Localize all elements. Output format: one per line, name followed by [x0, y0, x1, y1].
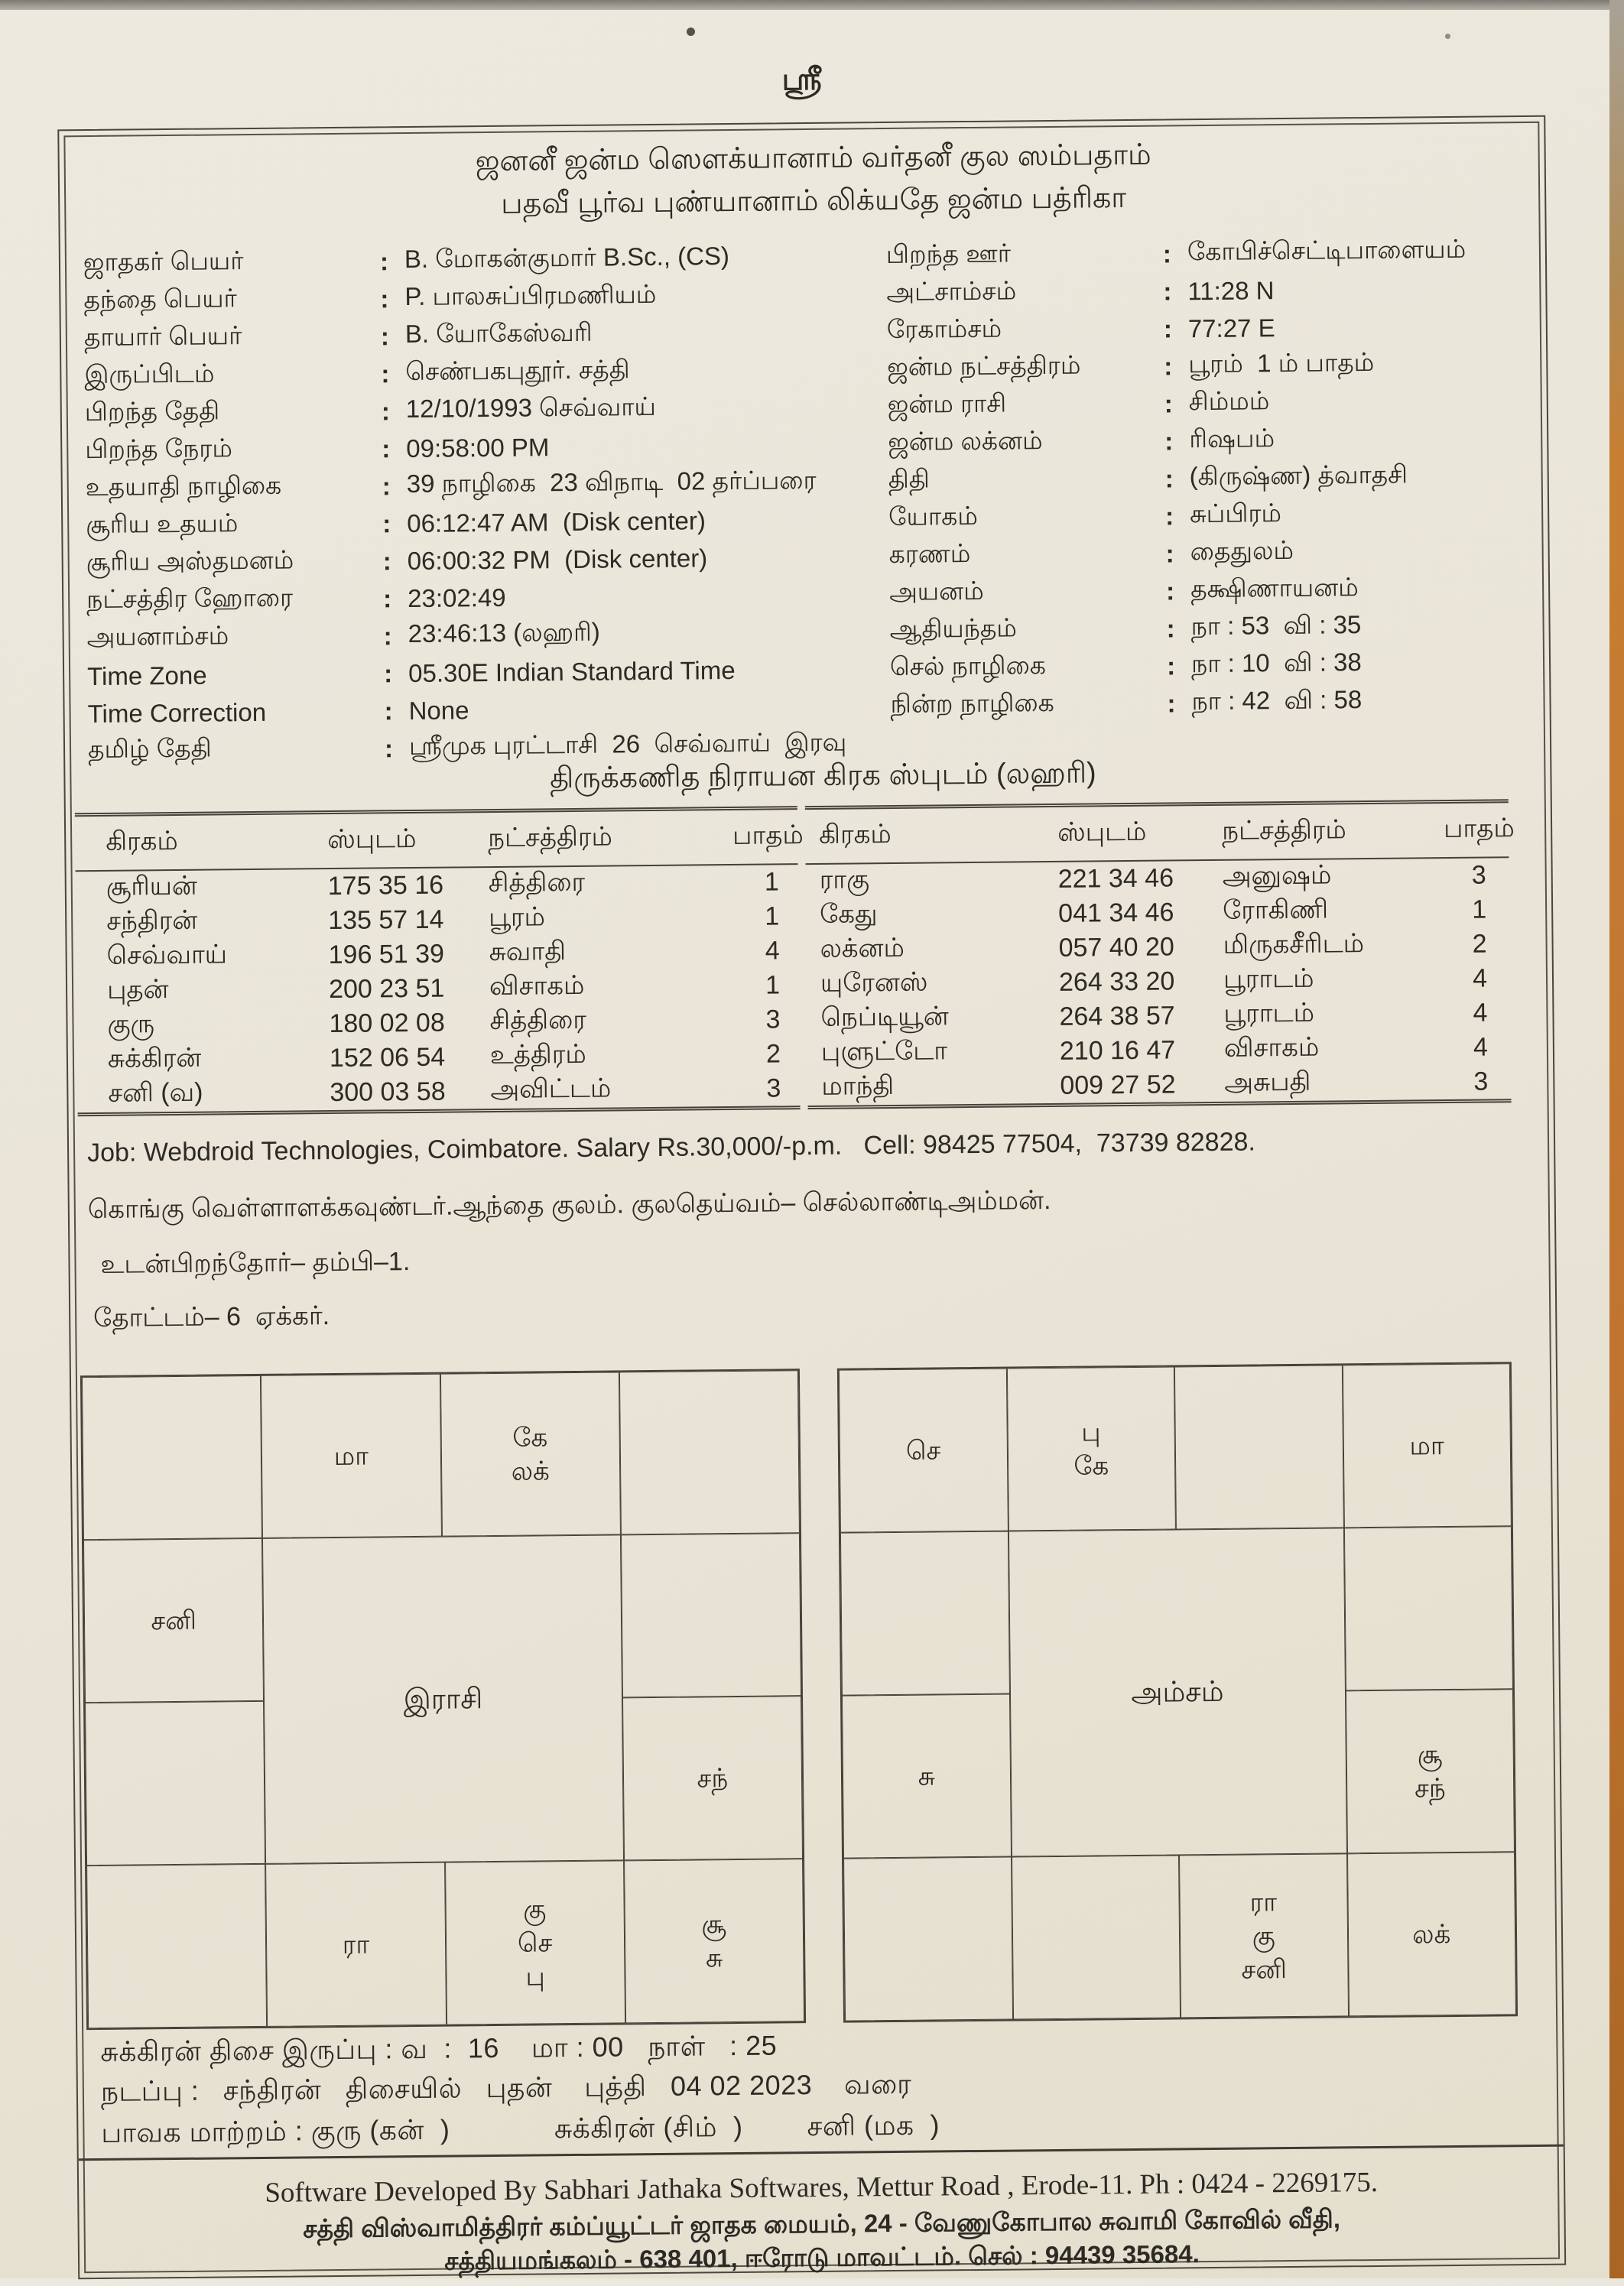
padham: 4: [1473, 1032, 1489, 1062]
detail-label: தந்தை பெயர்: [83, 284, 237, 314]
detail-value: B. மோகன்குமார் B.Sc., (CS): [404, 241, 730, 274]
col-header: நட்சத்திரம்: [1221, 814, 1346, 846]
nakshatra: உத்திரம்: [489, 1039, 586, 1070]
planet-abbrev: கே: [1073, 1450, 1109, 1481]
planet-abbrev: சூ: [701, 1909, 727, 1939]
padham: 4: [1472, 963, 1488, 993]
colon: [1165, 502, 1190, 531]
detail-value: B. யோகேஸ்வரி: [404, 317, 593, 349]
rasi-cell-aries: [261, 1374, 441, 1538]
detail-row: [888, 382, 1538, 425]
bhava-change-line: பாவக மாற்றம் : குரு (கன் ) சுக்கிரன் (சிம் ) சனி (மக ): [101, 2109, 940, 2148]
detail-value: 11:28 N: [1187, 275, 1275, 305]
nakshatra: ரோகிணி: [1222, 895, 1329, 925]
colon: [1164, 389, 1189, 418]
detail-label: பிறந்த நேரம்: [85, 433, 233, 464]
paper-speck: [1445, 34, 1450, 39]
colon: [380, 247, 404, 276]
sputam: 264 33 20: [1058, 966, 1175, 997]
detail-value: 39 நாழிகை 23 விநாடி 02 தர்ப்பரை: [406, 465, 817, 498]
planet-abbrev: செ: [905, 1435, 941, 1466]
planet-name: கேது: [819, 899, 878, 929]
padham: 3: [1473, 1067, 1489, 1096]
planet-name: சுக்கிரன்: [107, 1043, 202, 1073]
nakshatra: சித்திரை: [488, 867, 586, 898]
padham: 1: [765, 901, 780, 931]
rasi-cell-cancer: [621, 1533, 801, 1697]
sputam: 221 34 46: [1057, 863, 1174, 894]
rasi-chart: [80, 1369, 806, 2030]
amsam-cell-leo: [1345, 1689, 1515, 1853]
nakshatra: விசாகம்: [1223, 1032, 1320, 1063]
footer-software-credit: Software Developed By Sabhari Jathaka Softwares, Mettur Road , Erode-11. Ph : 0424 - 2269175.: [265, 2166, 1379, 2209]
colon: [384, 697, 408, 726]
detail-row: [886, 232, 1536, 275]
detail-row: [888, 531, 1538, 575]
planet-abbrev: கே: [512, 1422, 548, 1453]
padham: 1: [1472, 895, 1487, 924]
planet-table-right: [805, 799, 1515, 1109]
detail-label: அயனம்: [888, 576, 984, 606]
colon: [383, 547, 408, 576]
planet-abbrev: சு: [705, 1943, 723, 1973]
amsam-cell-taurus: [1174, 1365, 1344, 1529]
detail-value: (கிருஷ்ண) த்வாதசி: [1189, 459, 1408, 491]
detail-row: [87, 688, 810, 732]
detail-label: தமிழ் தேதி: [87, 733, 212, 764]
detail-value: 05.30E Indian Standard Time: [408, 655, 736, 687]
detail-value: 09:58:00 PM: [406, 432, 550, 463]
detail-row: [886, 269, 1536, 313]
colon: [383, 584, 408, 613]
amsam-cell-sagittarius: [843, 1857, 1013, 2021]
colon: [382, 509, 407, 538]
detail-value: பூரம் 1 ம் பாதம்: [1188, 347, 1375, 378]
planet-name: சனி (வ): [108, 1077, 203, 1108]
detail-value: நா : 42 வி : 58: [1191, 685, 1363, 716]
colon: [384, 659, 408, 688]
planet-name: குரு: [107, 1009, 155, 1039]
detail-row: [85, 426, 807, 470]
amsam-cell-aries: [1006, 1366, 1176, 1531]
col-header: கிரகம்: [818, 819, 892, 849]
colon: [1165, 464, 1190, 493]
planet-abbrev: சூ: [1417, 1739, 1443, 1769]
planet-abbrev: சு: [918, 1761, 936, 1791]
rasi-cell-taurus: [440, 1372, 620, 1536]
detail-label: உதயாதி நாழிகை: [85, 470, 282, 502]
detail-value: ஸ்ரீமுக புரட்டாசி 26 செவ்வாய் இரவு: [408, 727, 847, 761]
detail-value: தைதுலம்: [1190, 535, 1294, 566]
detail-row: [83, 239, 806, 283]
planet-name: சந்திரன்: [106, 905, 198, 936]
sri-invocation: ஸ்ரீ: [781, 62, 822, 97]
detail-label: நட்சத்திர ஹோரை: [86, 583, 294, 614]
colon: [1166, 576, 1190, 606]
document-border-box: [57, 115, 1566, 2280]
planet-abbrev: செ: [517, 1927, 553, 1958]
planet-abbrev: பு: [525, 1961, 545, 1992]
detail-value: செண்பகபுதூர். சத்தி: [405, 355, 630, 386]
planet-table-left: [75, 806, 804, 1116]
colon: [383, 622, 408, 651]
sputam: 152 06 54: [329, 1042, 446, 1073]
amsam-cell-virgo: [1347, 1852, 1517, 2016]
sanskrit-title-line1: ஜனனீ ஜன்ம ஸௌக்யானாம் வர்தனீ குல ஸம்பதாம்: [475, 138, 1151, 178]
detail-value: 06:00:32 PM (Disk center): [407, 543, 708, 575]
detail-label: சூரிய உதயம்: [86, 508, 239, 539]
detail-value: None: [408, 695, 469, 725]
padham: 3: [765, 1005, 781, 1034]
planet-abbrev: சந்: [1414, 1773, 1446, 1803]
detail-label: ஜன்ம நட்சத்திரம்: [887, 350, 1081, 382]
sputam: 175 35 16: [327, 870, 444, 901]
amsam-cell-libra: [1179, 1853, 1349, 2018]
detail-label: இருப்பிடம்: [84, 359, 215, 389]
detail-label: ஆதியந்தம்: [889, 613, 1018, 643]
colon: [381, 359, 405, 388]
rasi-cell-aquarius: [83, 1538, 264, 1703]
detail-label: Time Correction: [87, 697, 267, 728]
amsam-cell-scorpio: [1012, 1855, 1181, 2019]
padham: 1: [764, 867, 779, 897]
colon: [1163, 239, 1187, 268]
planet-abbrev: லக்: [511, 1456, 550, 1486]
rasi-cell-capricorn: [85, 1701, 265, 1865]
col-header: கிரகம்: [106, 826, 178, 856]
padham: 3: [766, 1073, 781, 1103]
nakshatra: பூராடம்: [1223, 963, 1314, 994]
colon: [1167, 651, 1191, 680]
community-note: கொங்கு வெள்ளாளக்கவுண்டர்.ஆந்தை குலம். குலதெய்வம்– செல்லாண்டிஅம்மன்.: [87, 1186, 1051, 1225]
rasi-cell-sagittarius: [86, 1864, 267, 2028]
rasi-cell-libra: [445, 1860, 625, 2025]
nakshatra: மிருகசீரிடம்: [1223, 929, 1365, 960]
sputam: 180 02 08: [329, 1008, 445, 1039]
details-right-column: [886, 232, 1541, 725]
colon: [1164, 314, 1188, 343]
col-header: பாதம்: [1443, 813, 1515, 843]
detail-row: [889, 606, 1539, 650]
planet-table-header: [805, 803, 1515, 865]
colon: [382, 472, 407, 501]
detail-label: திதி: [888, 464, 930, 494]
colon: [382, 434, 406, 463]
garden-note: தோட்டம்– 6 ஏக்கர்.: [93, 1301, 330, 1333]
detail-value: 23:46:13 (லஹரி): [408, 617, 600, 648]
sputam: 210 16 47: [1059, 1035, 1176, 1066]
detail-value: 12/10/1993 செவ்வாய்: [405, 391, 656, 424]
detail-value: P. பாலசுப்பிரமணியம்: [404, 279, 657, 311]
sputam: 264 38 57: [1059, 1001, 1175, 1031]
padham: 4: [765, 936, 780, 966]
detail-row: [85, 463, 817, 508]
rasi-cell-gemini: [619, 1370, 800, 1534]
detail-value: நா : 53 வி : 35: [1190, 610, 1362, 641]
planet-abbrev: கு: [523, 1894, 547, 1924]
sanskrit-title-line2: பதவீ பூர்வ புண்யானாம் லிக்யதே ஜன்ம பத்ரிகா: [501, 181, 1127, 220]
detail-label: ஜன்ம ராசி: [887, 388, 1007, 419]
detail-row: [87, 651, 810, 695]
colon: [1163, 277, 1187, 306]
padham: 3: [1471, 860, 1486, 890]
detail-label: Time Zone: [86, 661, 207, 690]
rasi-cell-scorpio: [265, 1862, 446, 2027]
planet-abbrev: கு: [1252, 1921, 1275, 1951]
dasa-current-line: நடப்பு : சந்திரன் திசையில் புதன் புத்தி 04 02 2023 வரை: [100, 2067, 912, 2107]
detail-value: கோபிச்செட்டிபாளையம்: [1187, 234, 1466, 266]
amsam-cell-cancer: [1343, 1526, 1513, 1690]
detail-label: ஜாதகர் பெயர்: [83, 246, 244, 277]
planet-row: [807, 1064, 1511, 1106]
col-header: பாதம்: [732, 820, 804, 850]
nakshatra: சுவாதி: [489, 937, 567, 967]
dasa-balance-line: சுக்கிரன் திசை இருப்பு : வ : 16 மா : 00 நாள் : 25: [100, 2029, 778, 2067]
chart-title: அம்சம்: [1131, 1675, 1224, 1709]
amsam-chart: [837, 1362, 1518, 2022]
planet-name: புளுட்டோ: [820, 1036, 948, 1067]
amsam-cell-gemini: [1342, 1363, 1512, 1528]
padham: 2: [765, 1039, 781, 1069]
detail-label: சூரிய அஸ்தமனம்: [86, 545, 294, 576]
planet-abbrev: லக்: [1412, 1919, 1451, 1950]
detail-label: நின்ற நாழிகை: [890, 687, 1054, 718]
chart-title: இராசி: [403, 1683, 483, 1716]
detail-value: 23:02:49: [408, 583, 506, 612]
detail-value: தக்ஷிணாயனம்: [1190, 573, 1359, 603]
colon: [385, 734, 409, 763]
planet-abbrev: மா: [1409, 1430, 1444, 1461]
sputam: 009 27 52: [1060, 1070, 1176, 1100]
footer-address-line2: சத்தியமங்கலம் - 638 401, ஈரோடு மாவட்டம். செல் : 94439 35684.: [444, 2239, 1200, 2275]
colon: [1167, 689, 1191, 718]
detail-value: நா : 10 வி : 38: [1190, 648, 1362, 678]
amsam-cell-aquarius: [840, 1531, 1010, 1696]
planet-name: நெப்டியூன்: [820, 1002, 949, 1032]
amsam-center-label: [1008, 1528, 1346, 1856]
detail-value: சுப்பிரம்: [1189, 498, 1282, 528]
nakshatra: அவிட்டம்: [490, 1073, 612, 1105]
colon: [381, 322, 405, 351]
planet-table-header: [75, 810, 804, 872]
nakshatra: சித்திரை: [489, 1005, 587, 1036]
planet-name: லக்னம்: [820, 933, 905, 963]
sputam: 196 51 39: [328, 939, 445, 970]
padham: 1: [765, 970, 781, 1000]
col-header: ஸ்புடம்: [1057, 817, 1147, 847]
detail-value: ரிஷபம்: [1189, 424, 1275, 453]
planet-name: யுரேனஸ்: [820, 967, 928, 998]
col-header: ஸ்புடம்: [327, 823, 417, 854]
nakshatra: விசாகம்: [489, 970, 585, 1002]
sputam: 200 23 51: [328, 973, 445, 1005]
detail-label: தாயார் பெயர்: [83, 321, 242, 352]
colon: [1166, 614, 1190, 643]
rasi-cell-pisces: [82, 1375, 262, 1540]
detail-label: பிறந்த தேதி: [84, 396, 220, 427]
detail-label: செல் நாழிகை: [889, 651, 1047, 680]
amsam-cell-capricorn: [842, 1694, 1012, 1859]
planet-abbrev: ரா: [342, 1930, 370, 1960]
planet-name: சூரியன்: [106, 871, 198, 901]
detail-label: பிறந்த ஊர்: [885, 239, 1012, 269]
detail-label: கரணம்: [888, 538, 971, 568]
detail-value: 77:27 E: [1187, 313, 1275, 343]
colon: [380, 284, 404, 313]
planet-name: செவ்வாய்: [106, 940, 228, 970]
colon: [1164, 427, 1189, 456]
sputam: 057 40 20: [1058, 932, 1175, 963]
planet-abbrev: ரா: [1249, 1887, 1278, 1917]
job-note: Job: Webdroid Technologies, Coimbatore. Salary Rs.30,000/-p.m. Cell: 98425 77504, 73739 82828.: [86, 1127, 1256, 1168]
detail-row: [890, 681, 1540, 725]
planet-abbrev: மா: [333, 1441, 369, 1471]
planet-name: புதன்: [106, 975, 169, 1005]
paper-speck: [687, 28, 695, 36]
planet-name: ராகு: [819, 865, 870, 895]
rasi-center-label: [262, 1534, 624, 1863]
rasi-cell-virgo: [624, 1859, 804, 2023]
colon: [1165, 539, 1190, 568]
planet-name: மாந்தி: [821, 1070, 895, 1101]
siblings-note: உடன்பிறந்தோர்– தம்பி–1.: [100, 1247, 411, 1279]
sputam: 300 03 58: [330, 1076, 446, 1108]
padham: 4: [1473, 998, 1488, 1028]
padham: 2: [1472, 929, 1487, 959]
nakshatra: அசுபதி: [1224, 1067, 1311, 1097]
amsam-cell-pisces: [839, 1369, 1009, 1533]
footer-address-line1: சத்தி விஸ்வாமித்திரர் கம்ப்யூட்டர் ஜாதக மையம், 24 - வேணுகோபால சுவாமி கோவில் வீதி,: [303, 2204, 1341, 2243]
detail-label: அட்சாம்சம்: [886, 276, 1017, 307]
detail-label: ரேகாம்சம்: [886, 313, 1002, 344]
sputam: 135 57 14: [328, 904, 444, 936]
planet-abbrev: பு: [1081, 1417, 1101, 1447]
photo-right-edge-strip: [1609, 0, 1624, 2278]
planet-abbrev: சந்: [697, 1763, 729, 1793]
detail-row: [888, 456, 1538, 500]
detail-row: [890, 644, 1540, 687]
photo-top-edge: [0, 0, 1624, 10]
detail-row: [887, 307, 1537, 350]
rasi-cell-leo: [622, 1696, 803, 1860]
detail-row: [889, 569, 1539, 612]
planet-abbrev: சனி: [1241, 1954, 1288, 1985]
detail-row: [888, 419, 1538, 463]
details-left-column: [83, 239, 847, 770]
col-header: நட்சத்திரம்: [488, 821, 613, 852]
colon: [1164, 352, 1188, 381]
detail-label: அயனாம்சம்: [86, 621, 229, 651]
detail-row: [887, 344, 1537, 388]
planet-table-title: திருக்கணித நிராயன கிரக ஸ்புடம் (லஹரி): [549, 757, 1096, 795]
detail-label: ஜன்ம லக்னம்: [888, 426, 1043, 456]
sputam: 041 34 46: [1057, 898, 1174, 928]
detail-value: 06:12:47 AM (Disk center): [407, 505, 706, 537]
detail-label: யோகம்: [888, 501, 978, 531]
nakshatra: பூரம்: [489, 902, 546, 933]
nakshatra: அனுஷம்: [1222, 860, 1332, 891]
detail-row: [888, 494, 1538, 537]
detail-value: சிம்மம்: [1188, 386, 1270, 416]
planet-row: [77, 1071, 800, 1112]
planet-abbrev: சனி: [151, 1606, 197, 1635]
colon: [382, 397, 406, 426]
nakshatra: பூராடம்: [1223, 998, 1315, 1028]
